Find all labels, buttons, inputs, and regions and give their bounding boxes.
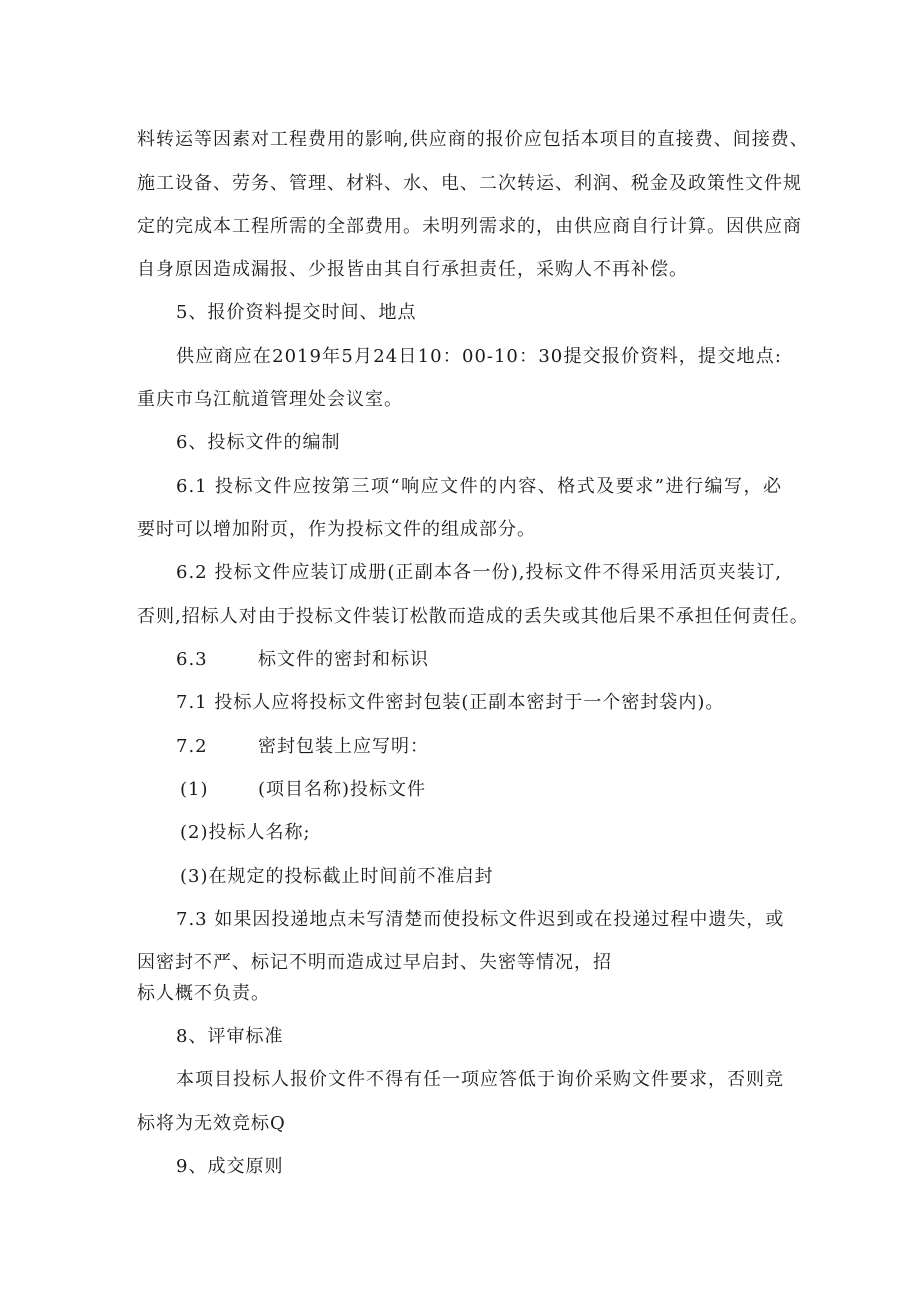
- list-marker: (1): [180, 779, 209, 800]
- paragraph-line: 供应商应在2019年5月24日10：00-10：30提交报价资料，提交地点:: [176, 346, 782, 367]
- paragraph-line: 本项目投标人报价文件不得有任一项应答低于询价采购文件要求，否则竞: [176, 1069, 784, 1090]
- paragraph-line: 标将为无效竞标Q: [137, 1113, 286, 1134]
- section-heading-5: 5、报价资料提交时间、地点: [176, 302, 417, 323]
- list-item-3: (3)在规定的投标截止时间前不准启封: [180, 866, 494, 887]
- clause-7-1: 7.1 投标人应将投标文件密封包装(正副本密封于一个密封袋内)。: [176, 692, 725, 713]
- clause-6-3-text: 标文件的密封和标识: [258, 649, 429, 670]
- paragraph-line: 标人概不负责。: [137, 983, 270, 1004]
- section-heading-8: 8、评审标准: [176, 1026, 284, 1047]
- paragraph-line: 要时可以增加附页，作为投标文件的组成部分。: [137, 519, 536, 540]
- paragraph-line: 重庆市乌江航道管理处会议室。: [137, 389, 403, 410]
- clause-number: 7.2: [176, 736, 208, 757]
- paragraph-line: 料转运等因素对工程费用的影响,供应商的报价应包括本项目的直接费、间接费、: [137, 129, 809, 150]
- paragraph-line: 施工设备、劳务、管理、材料、水、电、二次转运、利润、税金及政策性文件规: [137, 173, 802, 194]
- list-item-2: (2)投标人名称;: [180, 822, 311, 843]
- paragraph-line: 自身原因造成漏报、少报皆由其自行承担责任，采购人不再补偿。: [137, 259, 688, 280]
- clause-7-3: 7.3 如果因投递地点未写清楚而使投标文件迟到或在投递过程中遗失，或: [176, 909, 785, 930]
- section-heading-6: 6、投标文件的编制: [176, 432, 341, 453]
- section-heading-9: 9、成交原则: [176, 1156, 284, 1177]
- paragraph-line: 因密封不严、标记不明而造成过早启封、失密等情况，招: [137, 952, 612, 973]
- clause-number: 6.3: [176, 649, 208, 670]
- clause-6-1: 6.1 投标文件应按第三项“响应文件的内容、格式及要求”进行编写，必: [176, 476, 782, 497]
- paragraph-line: 否则,招标人对由于投标文件装订松散而造成的丢失或其他后果不承担任何责任。: [137, 606, 809, 627]
- list-item-1: (项目名称)投标文件: [258, 779, 427, 800]
- clause-7-2-text: 密封包装上应写明：: [258, 736, 429, 757]
- paragraph-line: 定的完成本工程所需的全部费用。未明列需求的，由供应商自行计算。因供应商: [137, 216, 802, 237]
- clause-6-2: 6.2 投标文件应装订成册(正副本各一份),投标文件不得采用活页夹装订,: [176, 562, 782, 583]
